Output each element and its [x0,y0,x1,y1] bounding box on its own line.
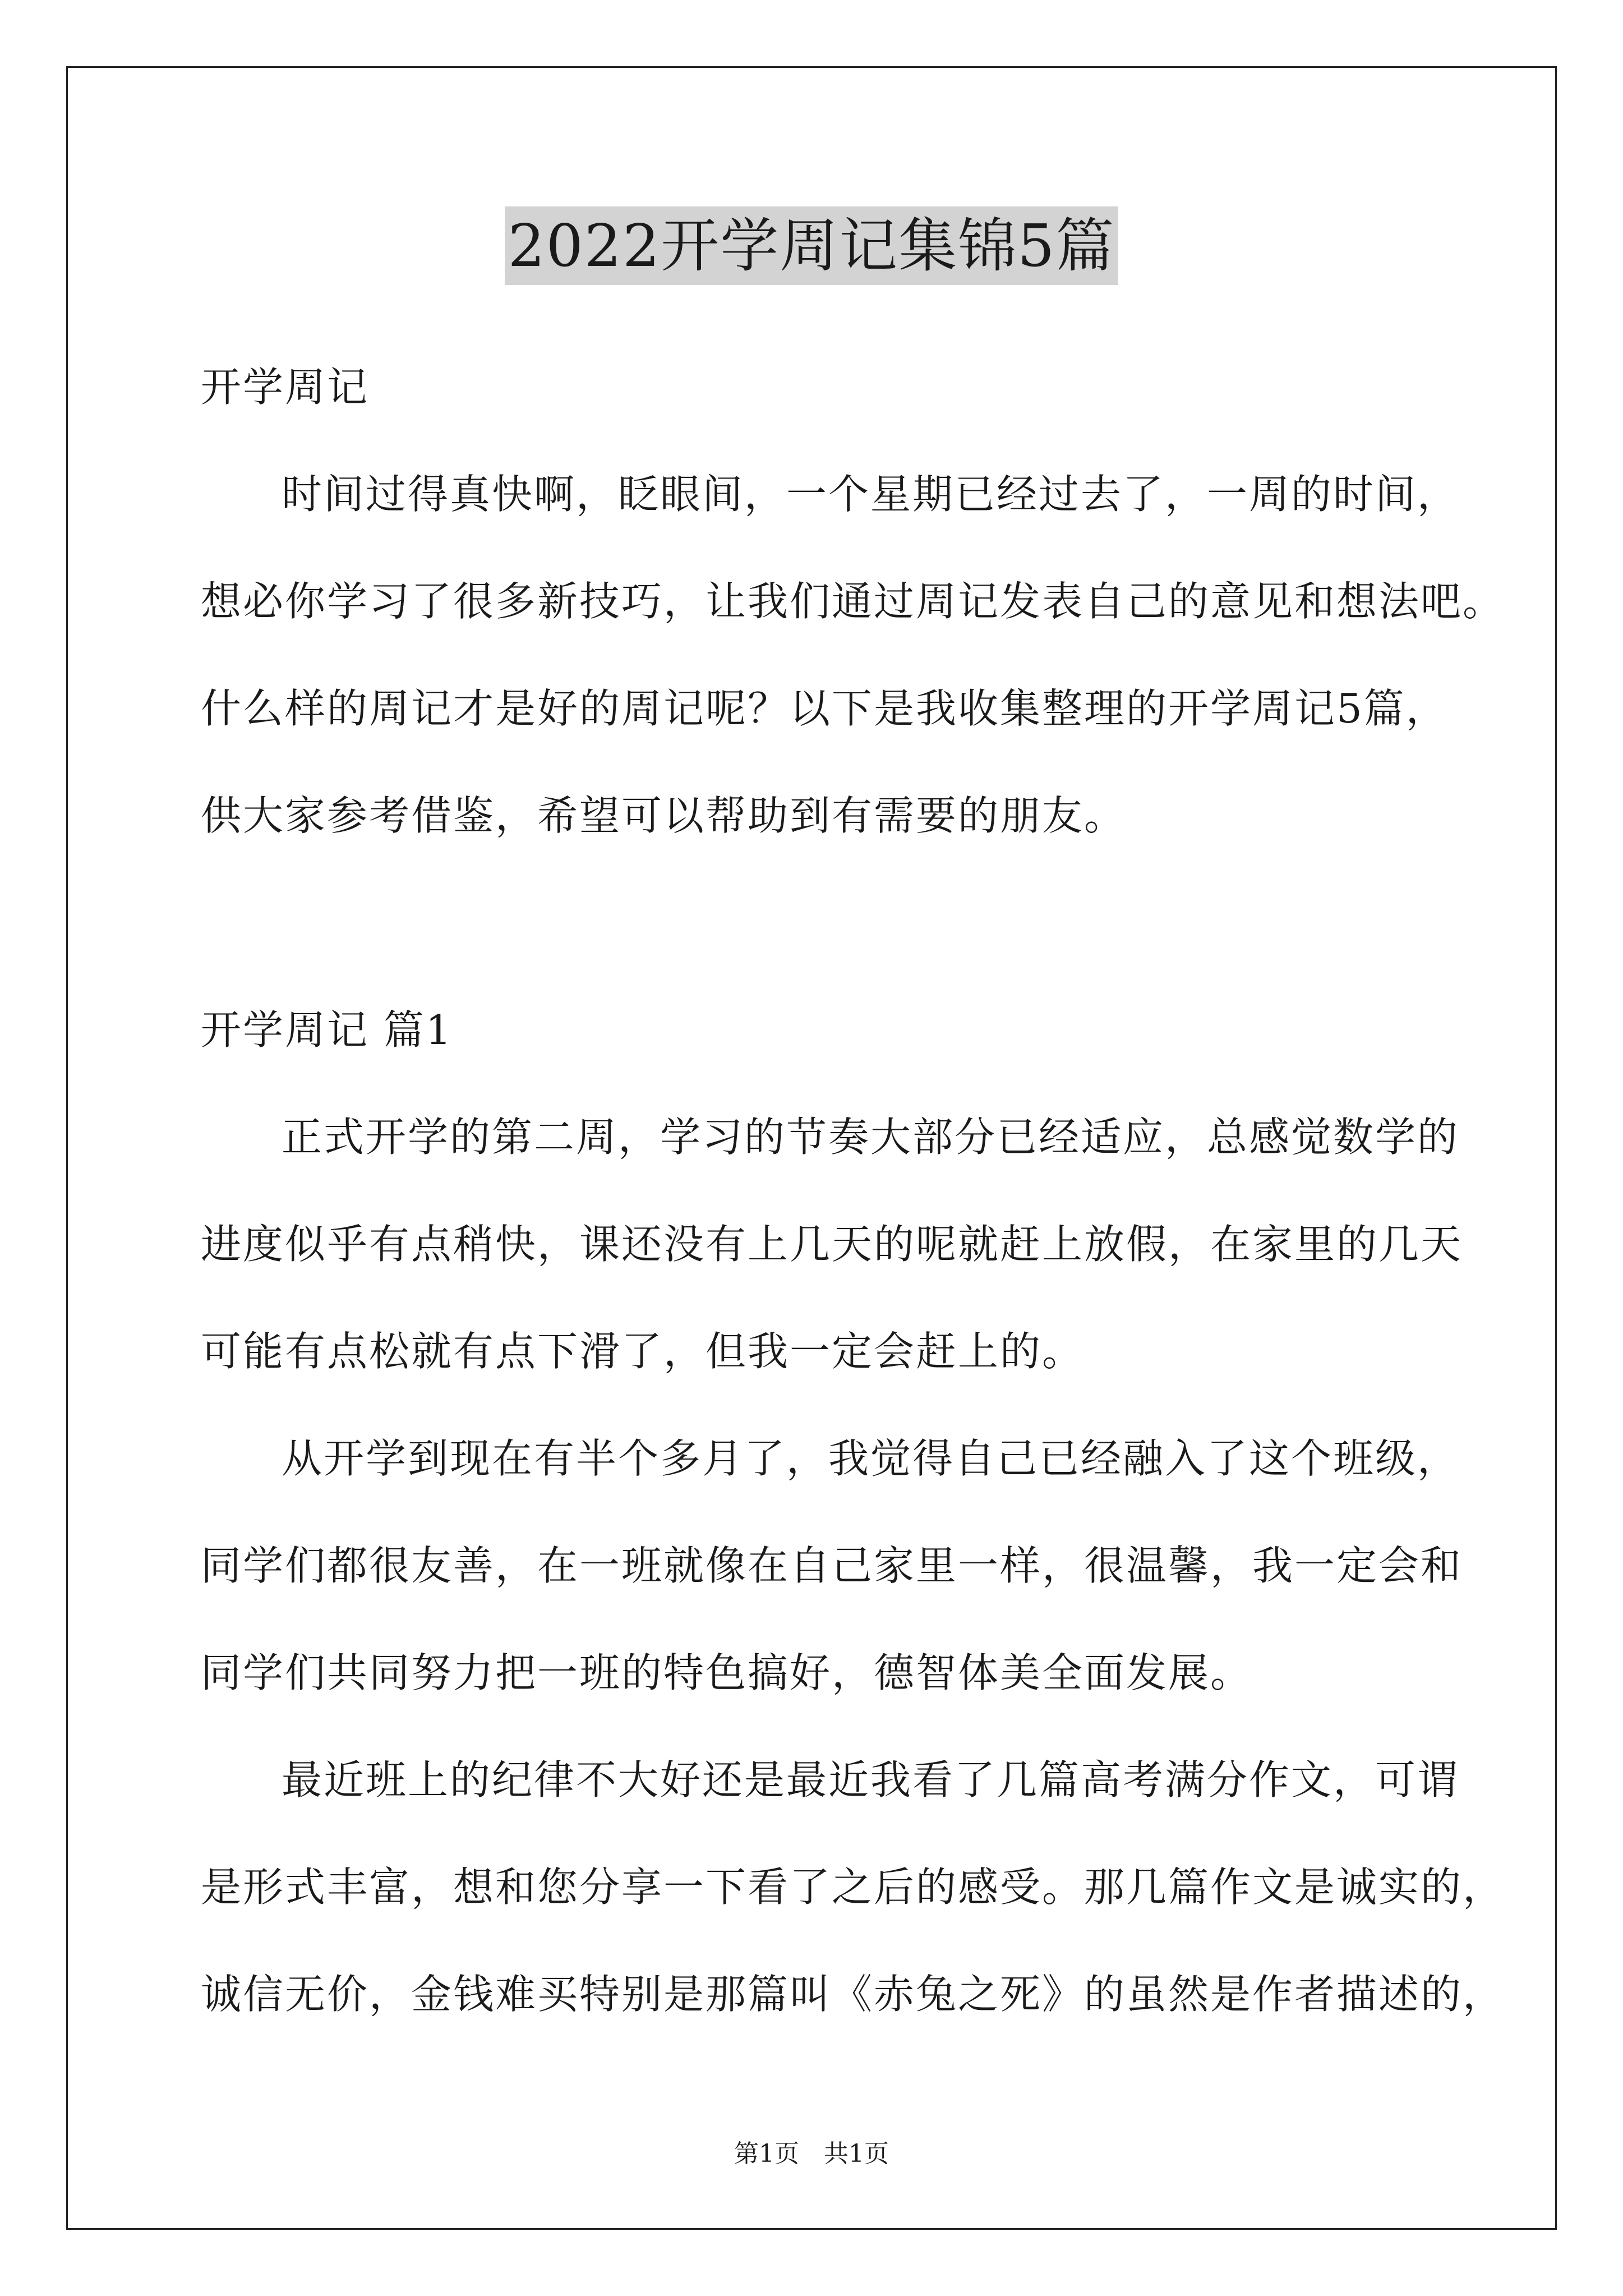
text-line: 开学周记 篇1 [201,1006,453,1053]
document-title: 2022开学周记集锦5篇 [505,206,1119,285]
text-line: 同学们共同努力把一班的特色搞好，德智体美全面发展。 [201,1649,1253,1696]
title-container [0,206,1623,285]
text-line: 可能有点松就有点下滑了，但我一定会赶上的。 [201,1328,1085,1375]
text-line: 最近班上的纪律不大好还是最近我看了几篇高考满分作文，可谓 [282,1756,1460,1803]
document-body [201,334,1505,2048]
text-line: 进度似乎有点稍快，课还没有上几天的呢就赶上放假，在家里的几天 [201,1221,1463,1268]
text-line: 从开学到现在有半个多月了，我觉得自己已经融入了这个班级， [282,1435,1460,1482]
text-line: 诚信无价，金钱难买特别是那篇叫《赤兔之死》的虽然是作者描述的， [201,1971,1505,2018]
text-line: 同学们都很友善，在一班就像在自己家里一样，很温馨，我一定会和 [201,1542,1463,1589]
text-line: 开学周记 [201,364,370,411]
text-line: 什么样的周记才是好的周记呢？以下是我收集整理的开学周记5篇， [201,685,1448,732]
text-line: 是形式丰富，想和您分享一下看了之后的感受。那几篇作文是诚实的， [201,1864,1505,1911]
text-line: 想必你学习了很多新技巧，让我们通过周记发表自己的意见和想法吧。 [201,578,1505,625]
blank-line [201,869,1474,977]
text-line: 正式开学的第二周，学习的节奏大部分已经适应，总感觉数学的 [282,1114,1460,1161]
text-line: 供大家参考借鉴，希望可以帮助到有需要的朋友。 [201,792,1127,839]
page-footer: 第1页 共1页 [734,2139,889,2168]
text-line: 时间过得真快啊，眨眼间，一个星期已经过去了，一周的时间， [282,471,1460,518]
